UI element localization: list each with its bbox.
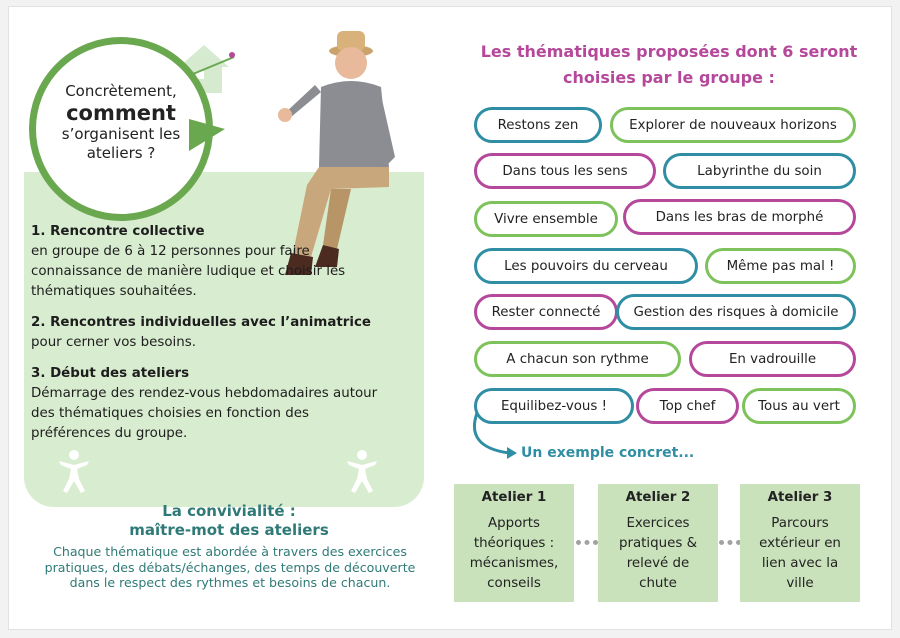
flyer-page (8, 6, 892, 630)
theme-pill: Equilibez-vous ! (474, 388, 634, 424)
step-text: pour cerner vos besoins. (31, 335, 196, 350)
step-text: Démarrage des rendez-vous hebdomadaires autour des thématiques choisies en fonction des préférences du groupe. (31, 386, 378, 441)
speech-emphasis: comment (66, 101, 176, 125)
step-1 (31, 222, 381, 302)
step-title: 2. Rencontres individuelles avec l’animatrice (31, 315, 371, 330)
speech-line4: ateliers ? (86, 144, 156, 162)
conviviality-title-line2: maître-mot des ateliers (129, 521, 329, 539)
dotted-connector (576, 540, 598, 546)
theme-pill: Tous au vert (742, 388, 856, 424)
step-3 (31, 364, 381, 444)
theme-pill: Labyrinthe du soin (663, 153, 856, 189)
dotted-connector (719, 540, 741, 546)
theme-pill: Dans les bras de morphé (623, 199, 856, 235)
atelier-text: Apports théoriques : mécanismes, conseils (469, 516, 559, 591)
themes-title-line2: choisies par le groupe : (563, 68, 775, 87)
speech-text (41, 82, 201, 163)
theme-pill: Restons zen (474, 107, 602, 143)
step-title: 3. Début des ateliers (31, 366, 190, 381)
theme-pill: Vivre ensemble (474, 201, 618, 237)
themes-title-line1: Les thématiques proposées dont 6 seront (480, 42, 858, 61)
step-2 (31, 313, 381, 353)
theme-pill: A chacun son rythme (474, 341, 681, 377)
example-label: Un exemple concret... (521, 445, 695, 461)
atelier-title: Atelier 3 (767, 490, 833, 505)
theme-pill: En vadrouille (689, 341, 856, 377)
theme-pill: Même pas mal ! (705, 248, 856, 284)
conviviality-title-line1: La convivialité : (162, 502, 296, 520)
theme-pill: Les pouvoirs du cerveau (474, 248, 698, 284)
person-figure-icon (345, 449, 379, 493)
themes-title (464, 39, 874, 91)
atelier-box (740, 484, 860, 602)
theme-pill: Rester connecté (474, 294, 618, 330)
speech-line3: s’organisent les (61, 125, 181, 143)
curved-arrow-icon (461, 407, 521, 467)
atelier-box (454, 484, 574, 602)
theme-pill: Gestion des risques à domicile (616, 294, 856, 330)
atelier-title: Atelier 1 (481, 490, 547, 505)
atelier-text: Parcours extérieur en lien avec la ville (759, 516, 841, 591)
speech-line1: Concrètement, (65, 82, 177, 100)
atelier-title: Atelier 2 (625, 490, 691, 505)
atelier-box (598, 484, 718, 602)
conviviality-text: Chaque thématique est abordée à travers des exercices pratiques, des débats/échanges, des temps de découverte dans le respect des rythmes et besoins de chacun. (44, 544, 416, 590)
person-figure-icon (57, 449, 91, 493)
step-title: 1. Rencontre collective (31, 224, 205, 239)
steps-list (31, 222, 381, 455)
conviviality-title (39, 502, 419, 540)
theme-pill: Explorer de nouveaux horizons (610, 107, 856, 143)
theme-pill: Dans tous les sens (474, 153, 656, 189)
theme-pill: Top chef (636, 388, 739, 424)
atelier-text: Exercices pratiques & relevé de chute (618, 516, 698, 591)
step-text: en groupe de 6 à 12 personnes pour faire connaissance de manière ludique et choisir les thématiques souhaitées. (31, 244, 346, 299)
